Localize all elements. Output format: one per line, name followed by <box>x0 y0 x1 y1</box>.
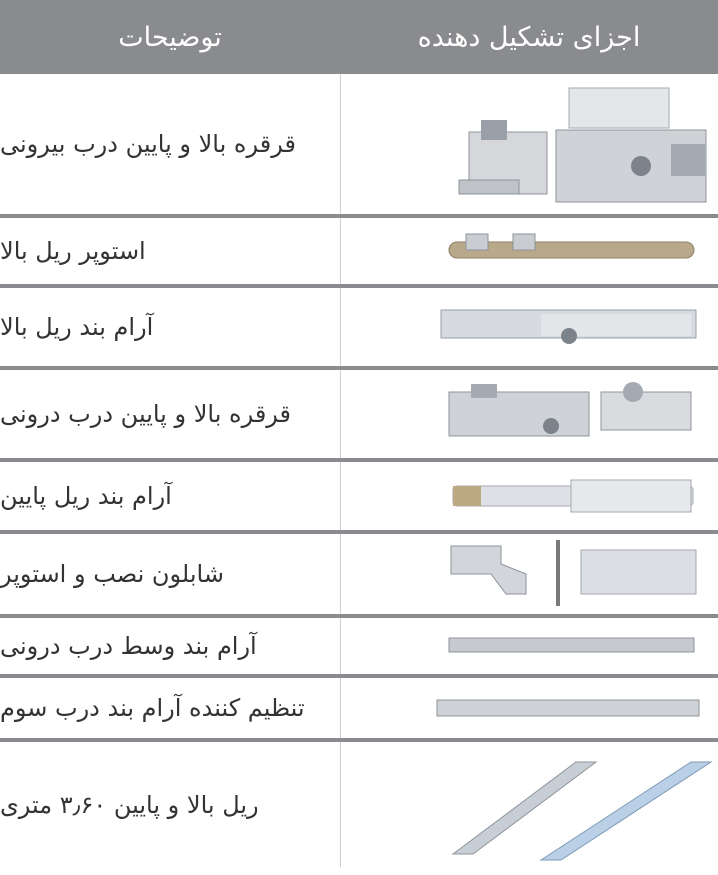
table-row <box>0 370 718 462</box>
row-description: قرقره بالا و پایین درب بیرونی <box>0 130 296 158</box>
row-description: ریل بالا و پایین ۳٫۶۰ متری <box>0 790 259 819</box>
table-row <box>0 742 718 867</box>
row-description: تنظیم کننده آرام بند درب سوم <box>0 694 305 722</box>
installation-template-image <box>340 534 718 614</box>
table-row <box>0 218 718 288</box>
row-description: آرام بند ریل بالا <box>0 313 154 341</box>
table-header <box>0 0 718 74</box>
row-description: آرام بند ریل پایین <box>0 482 172 510</box>
header-description: توضیحات <box>118 21 222 53</box>
table-row <box>0 678 718 742</box>
third-door-adjuster-image <box>340 678 718 738</box>
row-description: استوپر ریل بالا <box>0 237 146 265</box>
top-rail-stopper-image <box>340 218 718 284</box>
row-description: قرقره بالا و پایین درب درونی <box>0 400 292 428</box>
rail-3-60m-image <box>340 742 718 867</box>
table-row <box>0 288 718 370</box>
row-description: شابلون نصب و استوپر <box>0 560 224 588</box>
table-row <box>0 618 718 678</box>
outer-door-roller-image <box>340 74 718 214</box>
header-parts: اجزای تشکیل دهنده <box>417 21 641 53</box>
inner-door-roller-image <box>340 370 718 458</box>
top-rail-soft-close-image <box>340 288 718 366</box>
table-row <box>0 462 718 534</box>
table-row <box>0 74 718 218</box>
row-description: آرام بند وسط درب درونی <box>0 632 257 660</box>
inner-door-middle-soft-close-image <box>340 618 718 674</box>
bottom-rail-soft-close-image <box>340 462 718 530</box>
table-row <box>0 534 718 618</box>
